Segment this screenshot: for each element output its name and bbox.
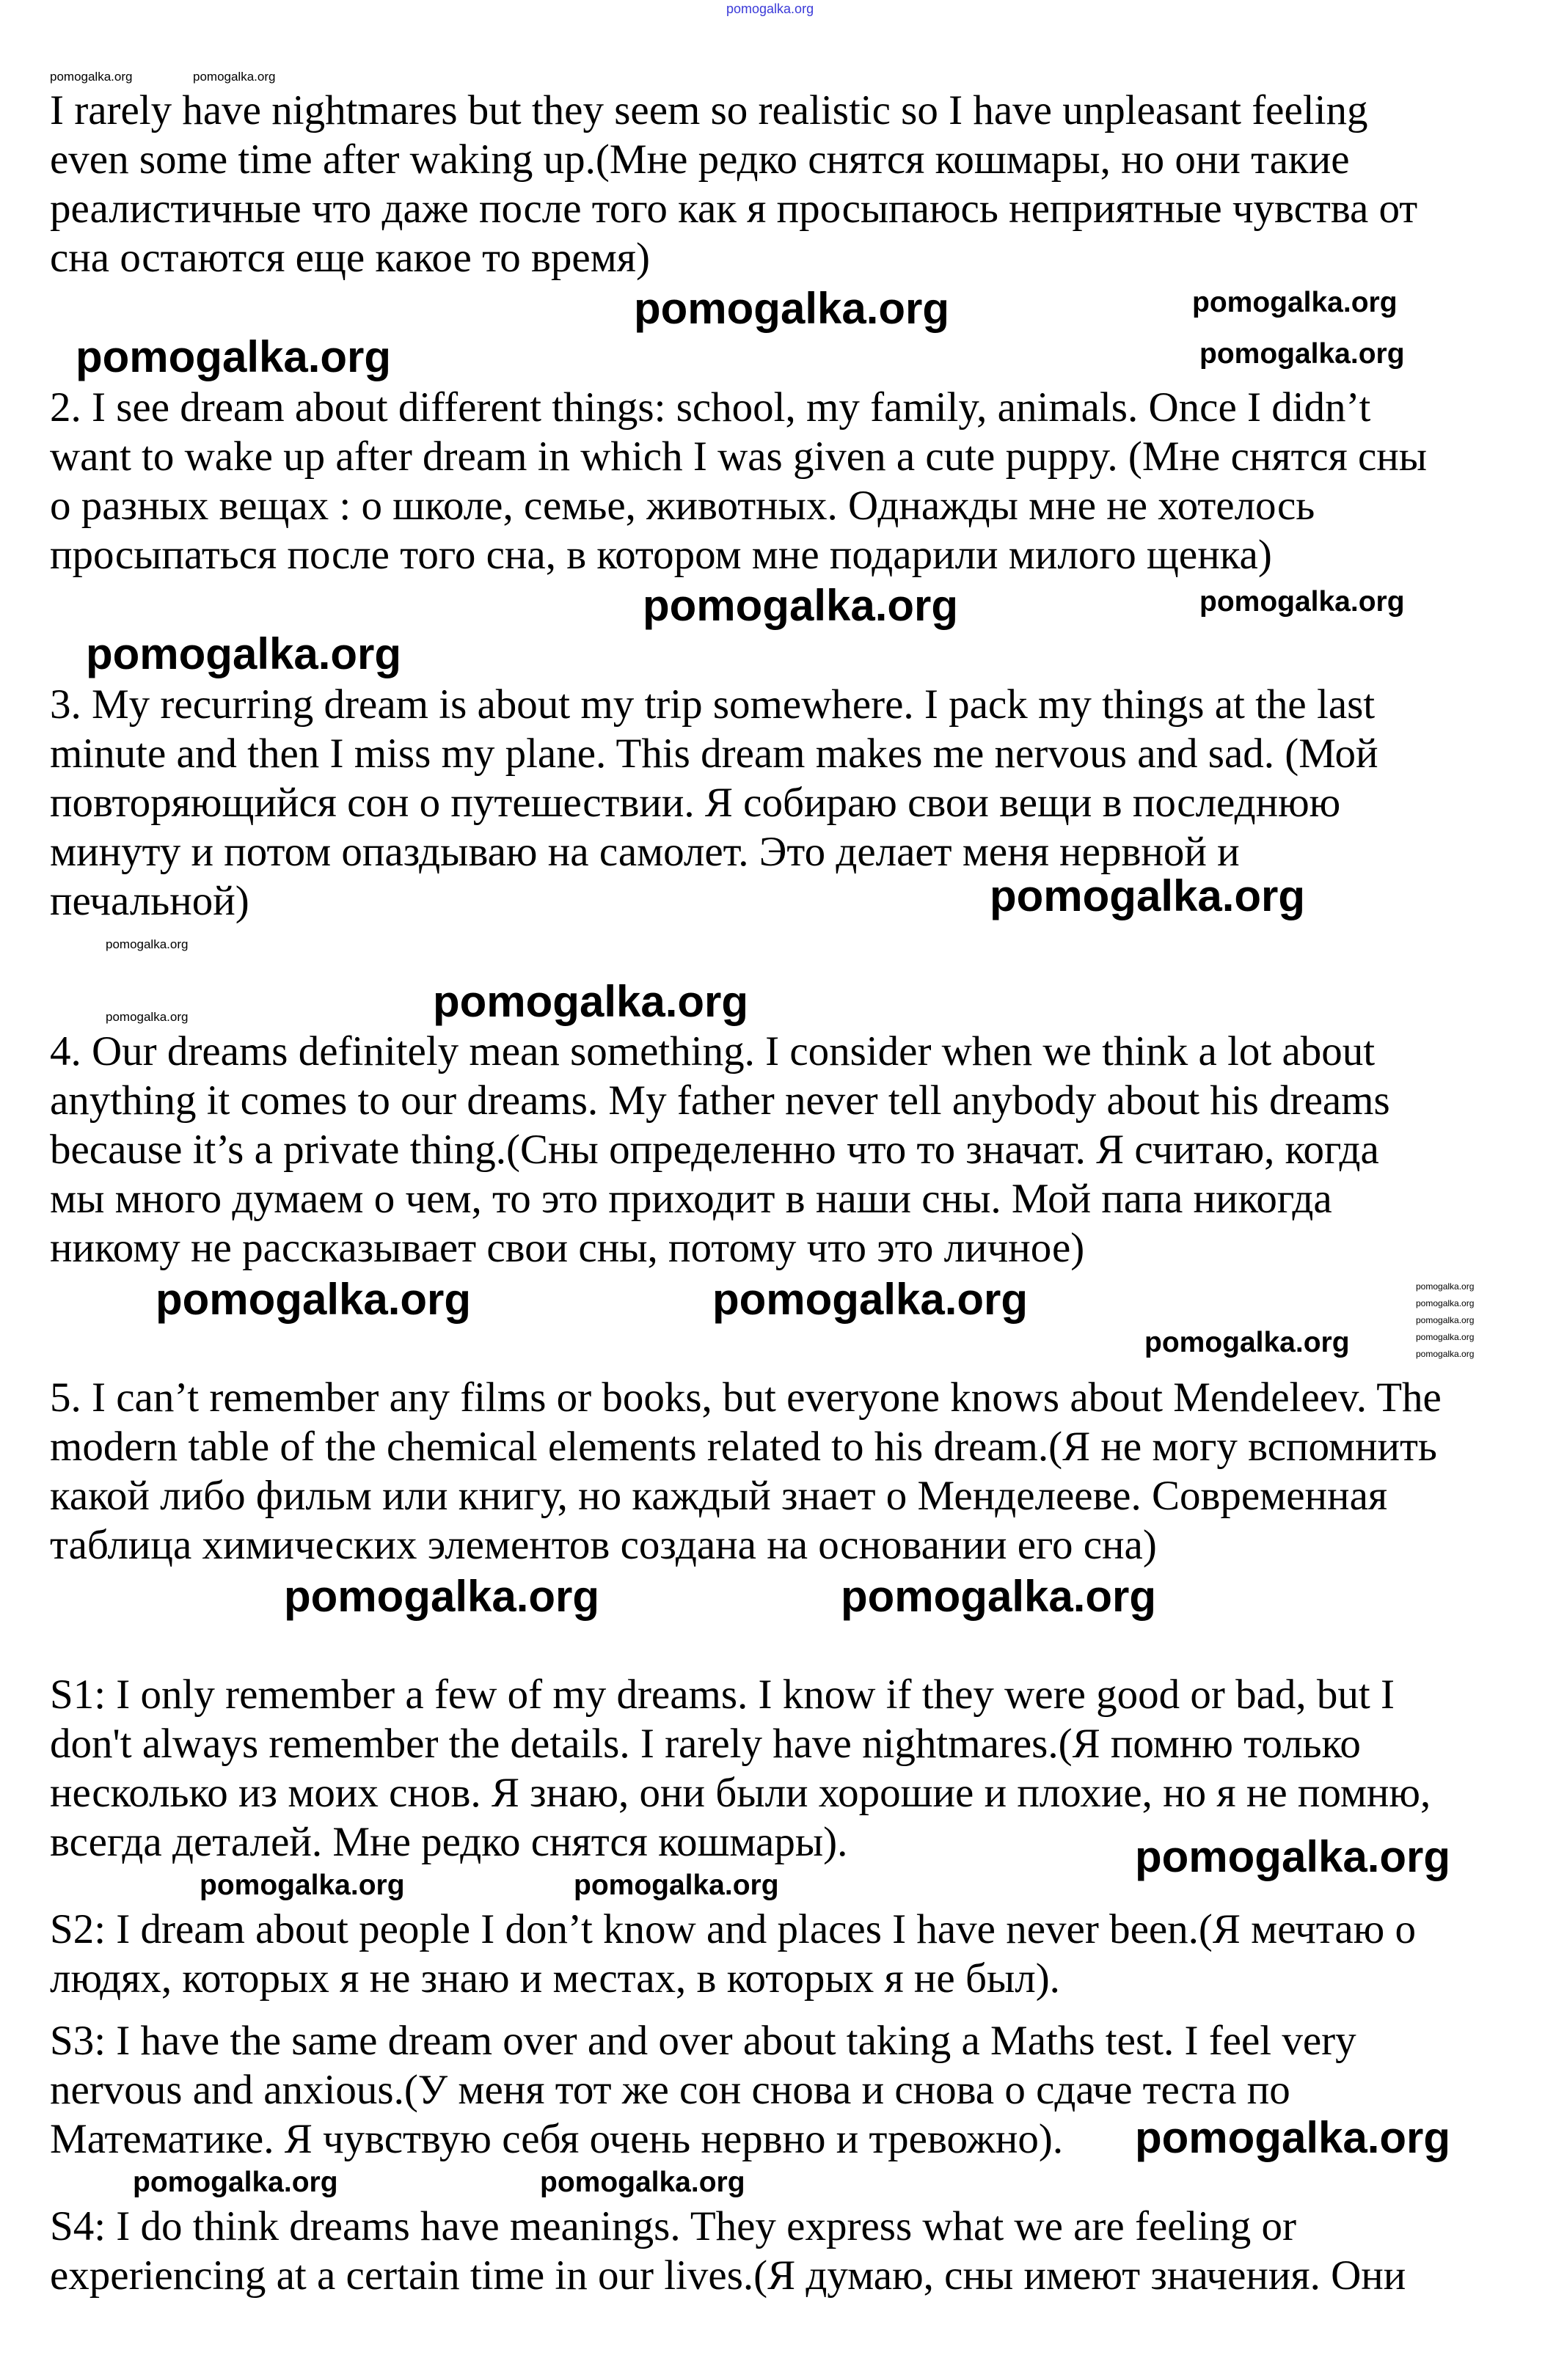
paragraph-4	[50, 1027, 1390, 1273]
watermark: pomogalka.org	[1416, 1349, 1475, 1359]
text-line: want to wake up after dream in which I was given a cute puppy. (Мне снятся сны	[50, 433, 1428, 480]
paragraph-2	[50, 383, 1427, 579]
watermark: pomogalka.org	[643, 581, 959, 630]
watermark: pomogalka.org	[726, 1, 814, 16]
text-line: minute and then I miss my plane. This dream makes me nervous and sad. (Мой	[50, 731, 1378, 777]
text-line: experiencing at a certain time in our lives.(Я думаю, сны имеют значения. Они	[50, 2252, 1406, 2299]
text-line: печальной)	[50, 878, 249, 924]
watermark: pomogalka.org	[284, 1572, 600, 1621]
watermark: pomogalka.org	[1135, 2113, 1451, 2162]
text-line: таблица химических элементов создана на основании его сна)	[50, 1522, 1157, 1568]
text-line: несколько из моих снов. Я знаю, они были хорошие и плохие, но я не помню,	[50, 1770, 1431, 1816]
text-line: о разных вещах : о школе, семье, животных. Однажды мне не хотелось	[50, 483, 1315, 529]
watermark: pomogalka.org	[990, 871, 1306, 920]
watermark: pomogalka.org	[106, 937, 189, 951]
watermark: pomogalka.org	[1144, 1327, 1350, 1358]
text-line: I rarely have nightmares but they seem so realistic so I have unpleasant feeling	[50, 87, 1368, 133]
watermark: pomogalka.org	[1416, 1281, 1475, 1292]
watermark: pomogalka.org	[200, 1870, 405, 1901]
watermark: pomogalka.org	[193, 70, 276, 84]
text-line: мы много думаем о чем, то это приходит в наши сны. Мой папа никогда	[50, 1176, 1332, 1222]
text-line: nervous and anxious.(У меня тот же сон снова и снова о сдаче теста по	[50, 2067, 1290, 2113]
text-line: никому не рассказывает свои сны, потому что это личное)	[50, 1225, 1085, 1271]
text-line: S4: I do think dreams have meanings. They express what we are feeling or	[50, 2203, 1296, 2249]
text-line: реалистичные что даже после того как я просыпаюсь неприятные чувства от	[50, 186, 1418, 232]
watermark: pomogalka.org	[634, 284, 950, 333]
watermark: pomogalka.org	[133, 2167, 338, 2198]
watermark: pomogalka.org	[1135, 1832, 1451, 1881]
watermark: pomogalka.org	[1192, 287, 1398, 318]
text-line: просыпаться после того сна, в котором мне подарили милого щенка)	[50, 532, 1272, 578]
text-line: всегда деталей. Мне редко снятся кошмары).	[50, 1819, 848, 1865]
watermark: pomogalka.org	[1416, 1332, 1475, 1342]
watermark: pomogalka.org	[50, 70, 133, 84]
text-line: S2: I dream about people I don’t know and places I have never been.(Я мечтаю о	[50, 1906, 1417, 1952]
text-line: минуту и потом опаздываю на самолет. Это делает меня нервной и	[50, 829, 1240, 875]
text-line: сна остаются еще какое то время)	[50, 235, 650, 281]
watermark: pomogalka.org	[106, 1010, 189, 1024]
paragraph-s2	[50, 1905, 1416, 2003]
paragraph-5	[50, 1373, 1442, 1570]
text-line: anything it comes to our dreams. My father never tell anybody about his dreams	[50, 1077, 1390, 1124]
watermark: pomogalka.org	[574, 1870, 779, 1901]
text-line: какой либо фильм или книгу, но каждый знает о Менделееве. Современная	[50, 1473, 1388, 1519]
text-line: don't always remember the details. I rarely have nightmares.(Я помню только	[50, 1721, 1361, 1767]
text-line: Математике. Я чувствую себя очень нервно и тревожно).	[50, 2116, 1064, 2162]
paragraph-1	[50, 86, 1417, 282]
text-line: 5. I can’t remember any films or books, but everyone knows about Mendeleev. The	[50, 1374, 1442, 1421]
text-line: 3. My recurring dream is about my trip somewhere. I pack my things at the last	[50, 681, 1376, 728]
watermark: pomogalka.org	[156, 1275, 472, 1324]
watermark: pomogalka.org	[712, 1275, 1029, 1324]
watermark: pomogalka.org	[86, 629, 402, 678]
watermark: pomogalka.org	[1199, 338, 1405, 370]
watermark: pomogalka.org	[1416, 1315, 1475, 1325]
text-line: 2. I see dream about different things: school, my family, animals. Once I didn’t	[50, 384, 1371, 431]
text-line: людях, которых я не знаю и местах, в которых я не был).	[50, 1955, 1060, 2002]
text-line: 4. Our dreams definitely mean something. I consider when we think a lot about	[50, 1028, 1376, 1074]
watermark: pomogalka.org	[1416, 1298, 1475, 1308]
text-line: S3: I have the same dream over and over about taking a Maths test. I feel very	[50, 2018, 1356, 2064]
watermark: pomogalka.org	[433, 977, 749, 1026]
watermark: pomogalka.org	[540, 2167, 745, 2198]
text-line: even some time after waking up.(Мне редко снятся кошмары, но они такие	[50, 136, 1350, 183]
text-line: повторяющийся сон о путешествии. Я собираю свои вещи в последнюю	[50, 780, 1341, 826]
text-line: because it’s a private thing.(Сны определенно что то значат. Я считаю, когда	[50, 1127, 1379, 1173]
text-line: S1: I only remember a few of my dreams. I know if they were good or bad, but I	[50, 1672, 1395, 1718]
text-line: modern table of the chemical elements related to his dream.(Я не могу вспомнить	[50, 1424, 1437, 1470]
watermark: pomogalka.org	[841, 1572, 1157, 1621]
watermark: pomogalka.org	[1199, 586, 1405, 618]
watermark: pomogalka.org	[76, 332, 392, 381]
paragraph-s4	[50, 2202, 1406, 2300]
